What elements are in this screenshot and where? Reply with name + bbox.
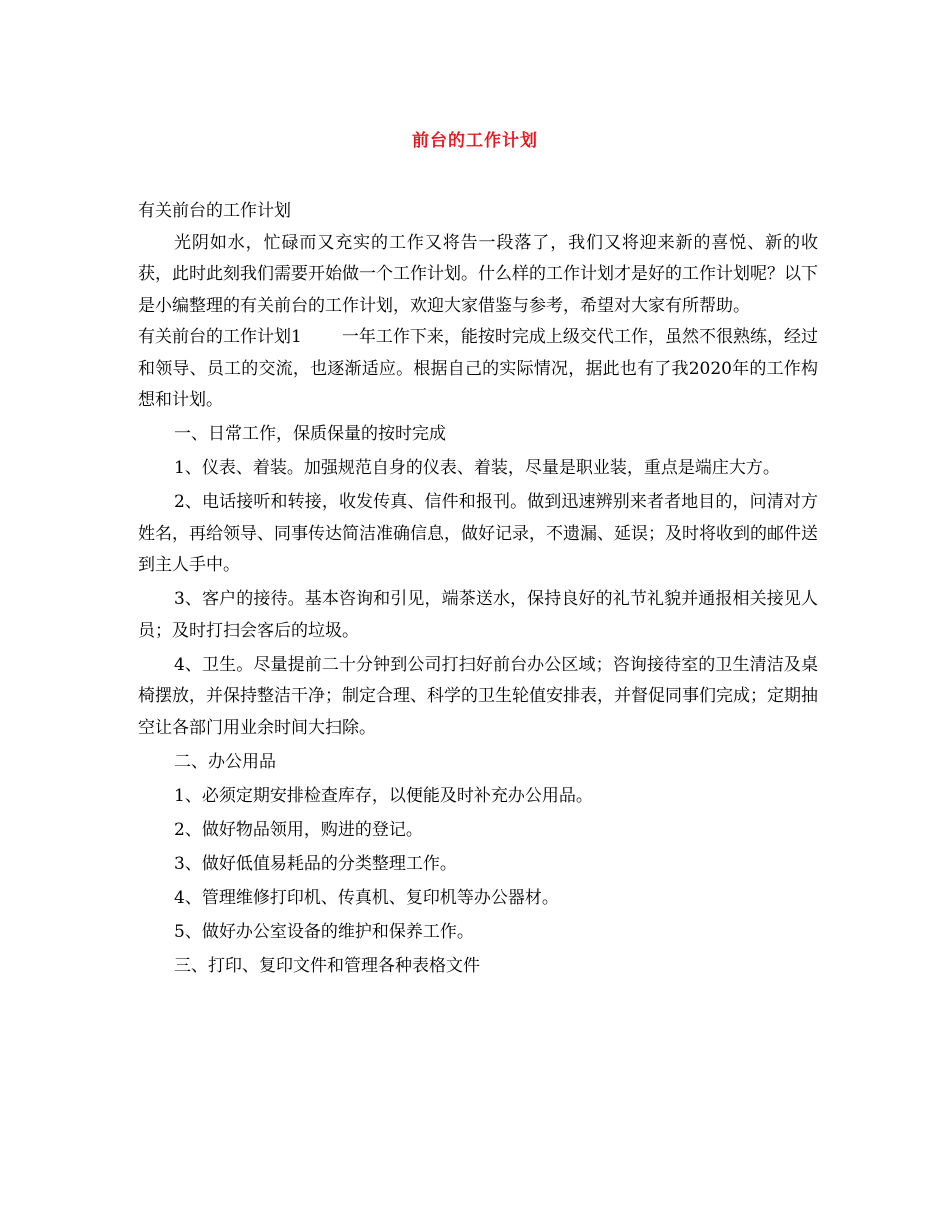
section1-item: 1、仪表、着装。加强规范自身的仪表、着装，尽量是职业装，重点是端庄大方。: [174, 458, 780, 478]
section2-item: 1、必须定期安排检查库存，以便能及时补充办公用品。: [174, 785, 593, 806]
section2-item: 2、做好物品领用，购进的登记。: [174, 819, 423, 840]
section1-item: 2、电话接听和转接，收发传真、信件和报刊。做到迅速辨别来者者地目的，问清对方姓名，再给领导、同事传达简洁准确信息，做好记录，不遗漏、延误；及时将收到的邮件送到主人手中。: [138, 492, 818, 575]
section2-item: 4、管理维修打印机、传真机、复印机等办公器材。: [174, 887, 559, 908]
section2-item: 3、做好低值易耗品的分类整理工作。: [174, 853, 457, 874]
section1-item: 3、客户的接待。基本咨询和引见，端茶送水，保持良好的礼节礼貌并通报相关接见人员；及时打扫会客后的垃圾。: [138, 589, 818, 641]
section2-item: 5、做好办公室设备的维护和保养工作。: [174, 921, 474, 942]
plan-heading: 有关前台的工作计划1: [138, 327, 302, 347]
document-title: 前台的工作计划: [412, 131, 538, 151]
plan-intro: 一年工作下来，能按时完成上级交代工作，虽然不很熟练，经过和领导、员工的交流，也逐渐适应。根据自己的实际情况，据此也有了我2020年的工作构想和计划。: [138, 327, 818, 410]
section1-heading: 一、日常工作，保质保量的按时完成: [174, 424, 446, 444]
section3-heading: 三、打印、复印文件和管理各种表格文件: [174, 955, 480, 976]
section2-heading: 二、办公用品: [174, 751, 276, 772]
intro-paragraph: 光阴如水，忙碌而又充实的工作又将告一段落了，我们又将迎来新的喜悦、新的收获，此时此刻我们需要开始做一个工作计划。什么样的工作计划才是好的工作计划呢？以下是小编整理的有关前台的工作计划，欢迎大家借鉴与参考，希望对大家有所帮助。: [138, 232, 818, 316]
document-subtitle: 有关前台的工作计划: [138, 201, 291, 221]
section1-item: 4、卫生。尽量提前二十分钟到公司打扫好前台办公区域；咨询接待室的卫生清洁及桌椅摆放，并保持整洁干净；制定合理、科学的卫生轮值安排表，并督促同事们完成；定期抽空让各部门用业余时间大扫除。: [138, 654, 818, 738]
plan-paragraph: [138, 322, 818, 417]
document-body: [138, 196, 818, 982]
